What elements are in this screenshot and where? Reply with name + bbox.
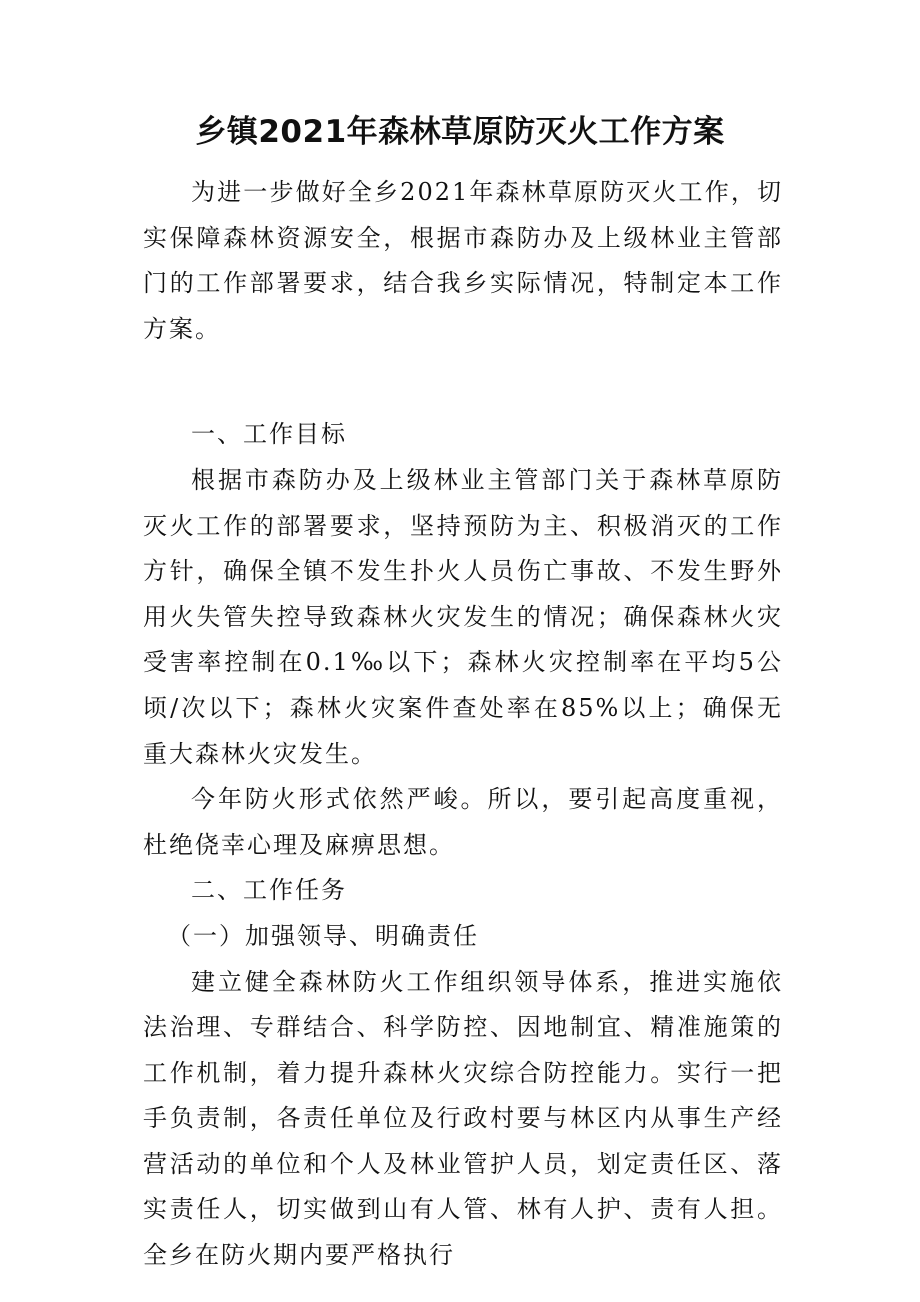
section-heading-tasks: 二、工作任务: [191, 876, 347, 905]
document-body: [143, 170, 783, 1279]
document-title: 乡镇2021年森林草原防灭火工作方案: [195, 114, 725, 150]
leadership-paragraph: 建立健全森林防火工作组织领导体系，推进实施依法治理、专群结合、科学防控、因地制宜、精准施策的工作机制，着力提升森林火灾综合防控能力。实行一把手负责制，各责任单位及行政村要与林区内从事生产经营活动的单位和个人及林业管护人员，划定责任区、落实责任人，切实做到山有人管、林有人护、责有人担。全乡在防火期内要严格执行: [143, 967, 783, 1270]
section-heading-goals: 一、工作目标: [191, 420, 347, 449]
goals-paragraph: 根据市森防办及上级林业主管部门关于森林草原防灭火工作的部署要求，坚持预防为主、积极消灭的工作方针，确保全镇不发生扑火人员伤亡事故、不发生野外用火失管失控导致森林火灾发生的情况；确保森林火灾受害率控制在0.1‰以下；森林火灾控制率在平均5公顷/次以下；森林火灾案件查处率在85%以上；确保无重大森林火灾发生。: [143, 465, 783, 768]
intro-paragraph: 为进一步做好全乡2021年森林草原防灭火工作，切实保障森林资源安全，根据市森防办及上级林业主管部门的工作部署要求，结合我乡实际情况，特制定本工作方案。: [143, 178, 783, 343]
situation-paragraph: 今年防火形式依然严峻。所以，要引起高度重视，杜绝侥幸心理及麻痹思想。: [143, 785, 783, 859]
subsection-heading-leadership: （一）加强领导、明确责任: [167, 921, 479, 950]
paragraph-spacer: [143, 352, 783, 412]
